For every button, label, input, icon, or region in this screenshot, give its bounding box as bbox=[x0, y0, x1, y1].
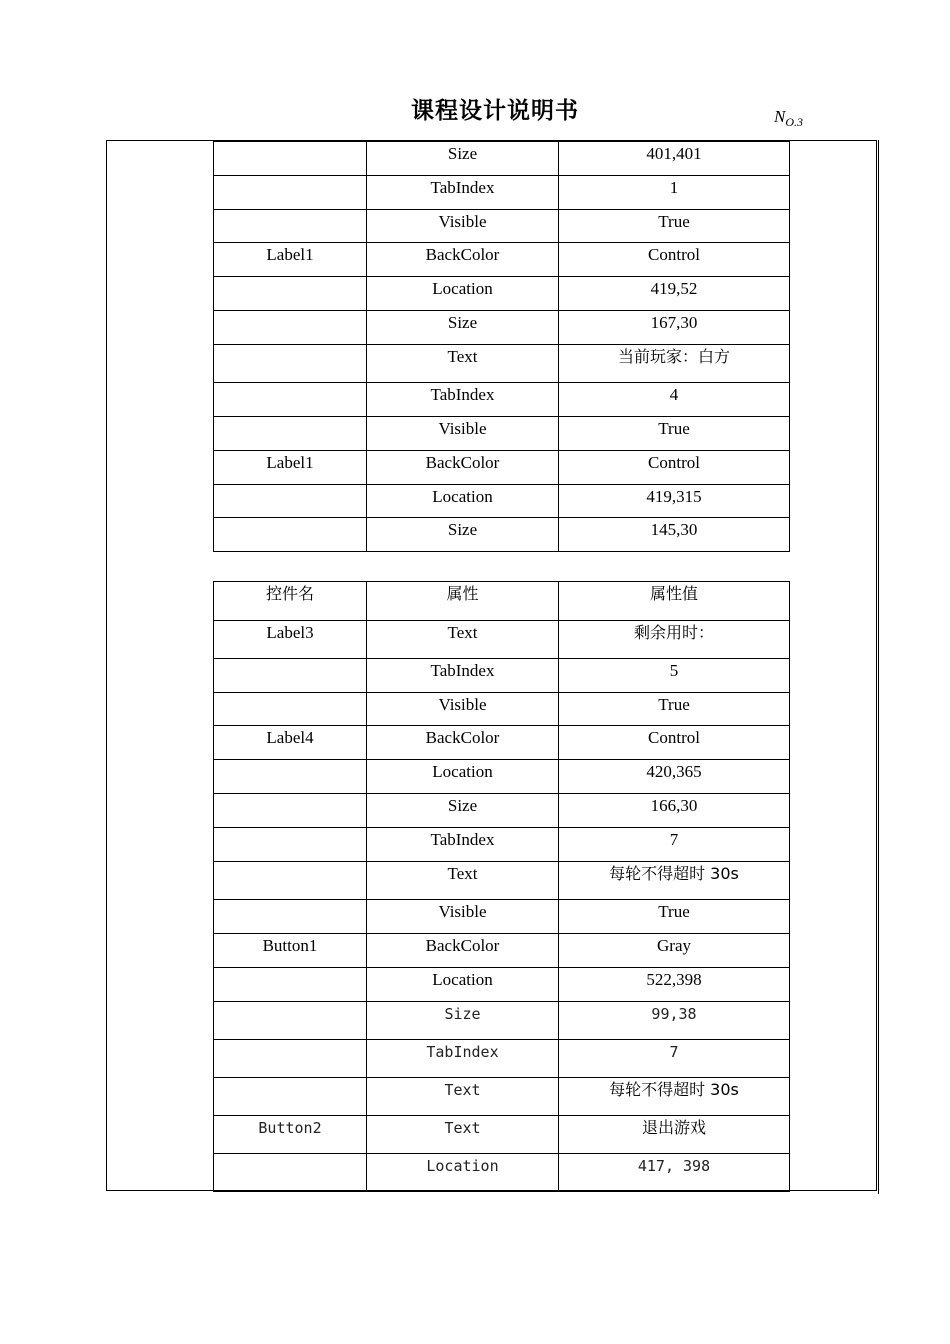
control-name-cell bbox=[214, 383, 367, 417]
table-row bbox=[214, 934, 790, 968]
control-name-cell bbox=[214, 518, 367, 552]
table-row bbox=[214, 277, 790, 311]
property-cell: Visible bbox=[367, 900, 559, 934]
table-row bbox=[214, 862, 790, 900]
table-row bbox=[214, 176, 790, 210]
property-value-cell: 每轮不得超时 30s bbox=[559, 862, 790, 900]
table-row bbox=[214, 1002, 790, 1040]
property-cell: Visible bbox=[367, 210, 559, 243]
property-value-cell: 420,365 bbox=[559, 760, 790, 794]
table-row bbox=[214, 760, 790, 794]
property-cell: BackColor bbox=[367, 243, 559, 277]
property-value-cell: 401,401 bbox=[559, 142, 790, 176]
property-cell: Location bbox=[367, 1154, 559, 1192]
table-row bbox=[214, 210, 790, 243]
property-value-cell: 166,30 bbox=[559, 794, 790, 828]
control-name-cell bbox=[214, 210, 367, 243]
control-name-cell bbox=[214, 311, 367, 345]
table-row bbox=[214, 1078, 790, 1116]
table-row bbox=[214, 451, 790, 485]
property-cell: Size bbox=[367, 518, 559, 552]
table-row bbox=[214, 726, 790, 760]
property-cell: BackColor bbox=[367, 934, 559, 968]
control-name-cell: Label1 bbox=[214, 243, 367, 277]
table-row bbox=[214, 828, 790, 862]
table-row bbox=[214, 1040, 790, 1078]
table-row bbox=[214, 693, 790, 726]
control-name-cell bbox=[214, 1154, 367, 1192]
control-name-cell bbox=[214, 828, 367, 862]
table-row bbox=[214, 345, 790, 383]
property-cell: TabIndex bbox=[367, 1040, 559, 1078]
property-cell: TabIndex bbox=[367, 659, 559, 693]
properties-table-1 bbox=[213, 141, 790, 552]
property-value-cell: 每轮不得超时 30s bbox=[559, 1078, 790, 1116]
property-value-cell: 419,52 bbox=[559, 277, 790, 311]
control-name-cell bbox=[214, 900, 367, 934]
control-name-cell bbox=[214, 968, 367, 1002]
properties-table-2 bbox=[213, 581, 790, 1192]
property-value-cell: True bbox=[559, 900, 790, 934]
control-name-cell: 控件名 bbox=[214, 582, 367, 621]
control-name-cell bbox=[214, 417, 367, 451]
table-row bbox=[214, 142, 790, 176]
property-cell: Text bbox=[367, 1078, 559, 1116]
control-name-cell bbox=[214, 693, 367, 726]
control-name-cell bbox=[214, 485, 367, 518]
table-row bbox=[214, 659, 790, 693]
table-row bbox=[214, 968, 790, 1002]
property-cell: BackColor bbox=[367, 726, 559, 760]
table-row bbox=[214, 1154, 790, 1192]
property-value-cell: 145,30 bbox=[559, 518, 790, 552]
property-cell: Visible bbox=[367, 417, 559, 451]
property-value-cell: True bbox=[559, 693, 790, 726]
control-name-cell bbox=[214, 176, 367, 210]
property-cell: Location bbox=[367, 277, 559, 311]
property-value-cell: Control bbox=[559, 726, 790, 760]
table-row bbox=[214, 518, 790, 552]
property-cell: Text bbox=[367, 862, 559, 900]
property-value-cell: 417, 398 bbox=[559, 1154, 790, 1192]
page-title: 课程设计说明书 bbox=[411, 98, 579, 124]
property-value-cell: 7 bbox=[559, 828, 790, 862]
control-name-cell bbox=[214, 794, 367, 828]
control-name-cell bbox=[214, 1078, 367, 1116]
property-cell: TabIndex bbox=[367, 176, 559, 210]
property-value-cell: 5 bbox=[559, 659, 790, 693]
property-value-cell: True bbox=[559, 417, 790, 451]
table-row bbox=[214, 383, 790, 417]
property-cell: Size bbox=[367, 311, 559, 345]
property-value-cell: Control bbox=[559, 451, 790, 485]
property-cell: Size bbox=[367, 794, 559, 828]
property-cell: Location bbox=[367, 485, 559, 518]
control-name-cell bbox=[214, 760, 367, 794]
table-row bbox=[214, 582, 790, 621]
property-value-cell: 522,398 bbox=[559, 968, 790, 1002]
page-frame-double-line bbox=[878, 140, 879, 1194]
property-cell: Text bbox=[367, 1116, 559, 1154]
property-value-cell: 剩余用时： bbox=[559, 621, 790, 659]
control-name-cell: Label4 bbox=[214, 726, 367, 760]
page-number-main: N bbox=[774, 107, 786, 126]
property-value-cell: 退出游戏 bbox=[559, 1116, 790, 1154]
control-name-cell: Button1 bbox=[214, 934, 367, 968]
property-value-cell: 当前玩家：白方 bbox=[559, 345, 790, 383]
property-value-cell: Control bbox=[559, 243, 790, 277]
control-name-cell: Label3 bbox=[214, 621, 367, 659]
table-row bbox=[214, 1116, 790, 1154]
property-cell: Size bbox=[367, 1002, 559, 1040]
table-row bbox=[214, 311, 790, 345]
control-name-cell bbox=[214, 862, 367, 900]
control-name-cell: Button2 bbox=[214, 1116, 367, 1154]
page-number bbox=[774, 107, 803, 130]
property-value-cell: 4 bbox=[559, 383, 790, 417]
property-cell: Visible bbox=[367, 693, 559, 726]
property-cell: Text bbox=[367, 621, 559, 659]
control-name-cell bbox=[214, 345, 367, 383]
property-cell: Size bbox=[367, 142, 559, 176]
property-value-cell: 1 bbox=[559, 176, 790, 210]
control-name-cell bbox=[214, 1002, 367, 1040]
property-value-cell: 7 bbox=[559, 1040, 790, 1078]
page-number-sub: O.3 bbox=[785, 115, 804, 129]
control-name-cell bbox=[214, 277, 367, 311]
property-cell: TabIndex bbox=[367, 383, 559, 417]
table-row bbox=[214, 621, 790, 659]
property-cell: BackColor bbox=[367, 451, 559, 485]
property-cell: 属性 bbox=[367, 582, 559, 621]
property-cell: Location bbox=[367, 968, 559, 1002]
property-value-cell: Gray bbox=[559, 934, 790, 968]
property-value-cell: True bbox=[559, 210, 790, 243]
property-value-cell: 419,315 bbox=[559, 485, 790, 518]
property-cell: Location bbox=[367, 760, 559, 794]
property-cell: TabIndex bbox=[367, 828, 559, 862]
table-row bbox=[214, 485, 790, 518]
control-name-cell: Label1 bbox=[214, 451, 367, 485]
property-value-cell: 167,30 bbox=[559, 311, 790, 345]
control-name-cell bbox=[214, 659, 367, 693]
table-row bbox=[214, 417, 790, 451]
control-name-cell bbox=[214, 142, 367, 176]
property-cell: Text bbox=[367, 345, 559, 383]
control-name-cell bbox=[214, 1040, 367, 1078]
table-row bbox=[214, 794, 790, 828]
table-row bbox=[214, 243, 790, 277]
property-value-cell: 99,38 bbox=[559, 1002, 790, 1040]
table-row bbox=[214, 900, 790, 934]
property-value-cell: 属性值 bbox=[559, 582, 790, 621]
